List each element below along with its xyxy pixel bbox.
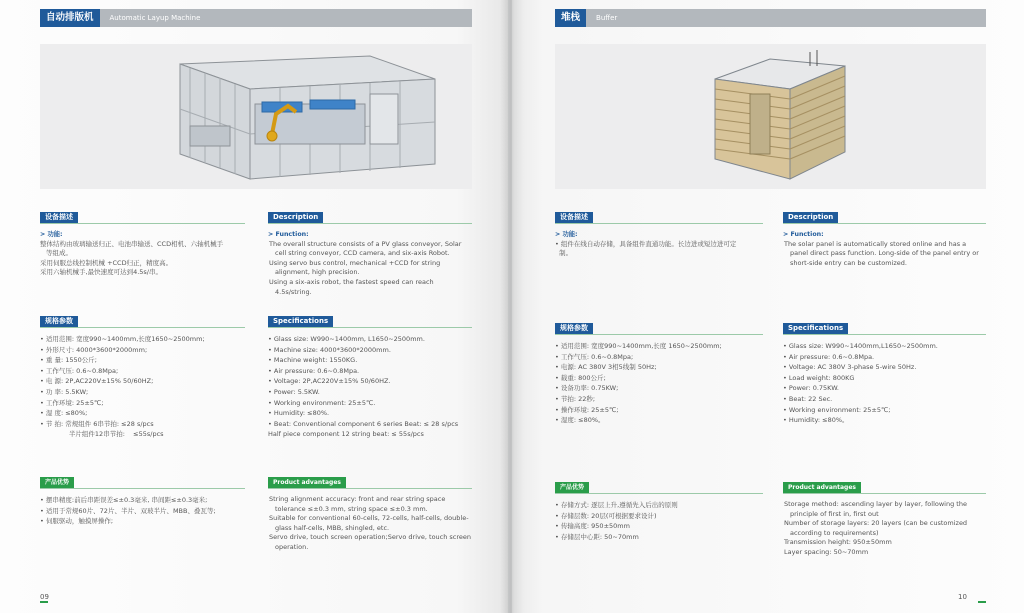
header-title: Automatic Layup Machine bbox=[100, 9, 472, 27]
section-header bbox=[40, 9, 472, 27]
divider bbox=[40, 223, 245, 224]
param-row: • 功 率: 5.5KW; bbox=[40, 387, 89, 396]
buffer-machine-illustration bbox=[555, 44, 986, 189]
section-tag: Product advantages bbox=[783, 482, 861, 493]
section-tag: Description bbox=[783, 212, 838, 223]
param-row: • 节 拍: 常规组件 6串节拍: ≤28 s/pcs bbox=[40, 419, 154, 428]
desc-line: 制。 bbox=[555, 249, 573, 258]
param-row: • 节拍: 22秒; bbox=[555, 394, 596, 403]
spec-row: • Machine size: 4000*3600*2000mm. bbox=[268, 345, 391, 354]
function-subheading: > 功能: bbox=[40, 231, 63, 238]
left-page bbox=[0, 0, 508, 613]
divider bbox=[40, 327, 245, 328]
param-row: • 外形尺寸: 4000*3600*2000mm; bbox=[40, 345, 148, 354]
machine-image bbox=[555, 44, 986, 189]
param-row: • 工作气压: 0.6~0.8Mpa; bbox=[555, 352, 634, 361]
param-row: • 湿 度: ≤80%; bbox=[40, 409, 88, 418]
advantage-bullet: Transmission height: 950±50mm bbox=[784, 538, 892, 547]
param-row: • 湿度: ≤80%。 bbox=[555, 416, 605, 425]
description-bullet: Using a six-axis robot, the fastest speed can reach 4.5s/string. bbox=[269, 277, 434, 296]
header-tag: 堆栈 bbox=[555, 9, 586, 27]
spec-row: • Glass size: W990~1400mm,L1650~2500mm. bbox=[783, 342, 938, 350]
header-title: Buffer bbox=[586, 9, 986, 27]
spec-row: • Voltage: AC 380V 3-phase 5-wire 50Hz. bbox=[783, 363, 917, 372]
param-row: • 设备功率: 0.75KW; bbox=[555, 384, 619, 393]
divider bbox=[783, 334, 986, 335]
section-tag: 产品优势 bbox=[555, 482, 589, 493]
spec-row: • Voltage: 2P,AC220V±15% 50/60HZ. bbox=[268, 377, 391, 386]
header-tag: 自动排版机 bbox=[40, 9, 100, 27]
param-row: • 适用范围: 宽度990~1400mm,长度1650~2500mm; bbox=[40, 335, 205, 343]
section-tag: 设备描述 bbox=[555, 212, 593, 223]
divider bbox=[783, 493, 986, 494]
section-tag: 规格参数 bbox=[40, 316, 78, 327]
desc-line: 采用六轴机械手,最快速度可达到4.5s/串。 bbox=[40, 268, 162, 277]
divider bbox=[555, 493, 763, 494]
spec-row: • Humidity: ≤80%. bbox=[268, 409, 330, 418]
layup-machine-illustration bbox=[40, 44, 472, 189]
equipment-description-cn bbox=[555, 212, 763, 259]
function-subheading: > 功能: bbox=[555, 231, 578, 238]
param-row: • 电源: AC 380V 3相5线制 50Hz; bbox=[555, 363, 657, 372]
divider bbox=[40, 488, 245, 489]
divider bbox=[268, 223, 472, 224]
page-marker bbox=[978, 601, 986, 603]
divider bbox=[555, 334, 763, 335]
section-tag: Specifications bbox=[268, 316, 333, 327]
description-en bbox=[783, 212, 986, 268]
param-row: • 电 源: 2P,AC220V±15% 50/60HZ; bbox=[40, 377, 154, 386]
advantage-row: • 传输高度: 950±50mm bbox=[555, 522, 630, 531]
advantage-bullet: String alignment accuracy: front and rear string space tolerance ≤±0.3 mm, string space ≤±0.3 mm. bbox=[269, 495, 446, 513]
param-row: • 操作环境: 25±5℃; bbox=[555, 405, 619, 414]
description-bullet: The solar panel is automatically stored online and has a panel direct pass function. Long-side of the panel entry or short-side entry can be customized. bbox=[784, 239, 979, 267]
divider bbox=[268, 327, 472, 328]
section-header bbox=[555, 9, 986, 27]
advantages-cn bbox=[555, 482, 763, 542]
advantage-row: • 存储层数: 20层(可根据要求设计) bbox=[555, 511, 657, 520]
advantage-row: • 适用于常规60片、72片、半片、双玻半片、MBB、叠瓦等; bbox=[40, 506, 216, 515]
spec-row: • Beat: 22 Sec. bbox=[783, 394, 833, 403]
advantage-bullet: Storage method: ascending layer by layer, following the principle of first in, first out bbox=[784, 500, 967, 518]
divider bbox=[268, 488, 472, 489]
spec-row: • Working environment: 25±5℃. bbox=[268, 398, 376, 407]
page-number: 10 bbox=[958, 593, 967, 601]
section-tag: 规格参数 bbox=[555, 323, 593, 334]
spec-row: Half piece component 12 string beat: ≤ 55s/pcs bbox=[268, 430, 424, 439]
specifications-en bbox=[268, 316, 472, 440]
spec-row: • Power: 5.5KW. bbox=[268, 387, 320, 396]
divider bbox=[783, 223, 986, 224]
section-tag: Description bbox=[268, 212, 323, 223]
description-bullet: Using servo bus control, mechanical +CCD for string alignment, high precision. bbox=[269, 258, 441, 277]
description-en bbox=[268, 212, 472, 297]
section-tag: 设备描述 bbox=[40, 212, 78, 223]
machine-image bbox=[40, 44, 472, 189]
specifications-cn bbox=[555, 323, 763, 426]
desc-line: • 组件在线自动存储，具备组件直通功能。长边进或短边进可定 bbox=[555, 239, 737, 248]
spec-row: • Working environment: 25±5℃; bbox=[783, 405, 891, 414]
description-bullet: The overall structure consists of a PV glass conveyor, Solar cell string conveyor, CCD camera, and six-axis Robot. bbox=[269, 239, 462, 258]
spec-row: • Air pressure: 0.6~0.8Mpa. bbox=[268, 366, 360, 375]
right-page bbox=[512, 0, 1024, 613]
function-subheading: > Function: bbox=[783, 231, 824, 238]
advantage-row: • 存储层中心距: 50~70mm bbox=[555, 532, 639, 541]
advantage-bullet: Number of storage layers: 20 layers (can be customized according to requirements) bbox=[784, 519, 968, 537]
advantage-bullet: Layer spacing: 50~70mm bbox=[784, 547, 869, 556]
section-tag: Product advantages bbox=[268, 477, 346, 488]
specifications-en bbox=[783, 323, 986, 426]
page-number: 09 bbox=[40, 593, 49, 601]
param-row: • 载重: 800公斤; bbox=[555, 373, 606, 382]
spec-row: • Glass size: W990~1400mm, L1650~2500mm. bbox=[268, 335, 425, 343]
param-row: 半片组件12串节拍: ≤55s/pcs bbox=[40, 430, 164, 439]
param-row: • 工作环境: 25±5℃; bbox=[40, 398, 104, 407]
advantage-row: • 摆串精度:前后串距误差≤±0.3毫米, 串间距≤±0.3毫米; bbox=[40, 496, 208, 504]
book-gutter bbox=[500, 0, 524, 613]
spec-row: • Air pressure: 0.6~0.8Mpa. bbox=[783, 352, 875, 361]
param-row: • 重 量: 1550公斤; bbox=[40, 356, 97, 365]
spec-row: • Machine weight: 1550KG. bbox=[268, 356, 358, 365]
advantage-bullet: Suitable for conventional 60-cells, 72-cells, half-cells, double-glass half-cells, MBB, shingled, etc. bbox=[269, 514, 469, 532]
spec-row: • Load weight: 800KG bbox=[783, 373, 855, 382]
param-row: • 工作气压: 0.6~0.8Mpa; bbox=[40, 366, 119, 375]
advantage-bullet: Servo drive, touch screen operation;Servo drive, touch screen operation. bbox=[269, 533, 472, 551]
spec-row: • Beat: Conventional component 6 series Beat: ≤ 28 s/pcs bbox=[268, 419, 459, 428]
section-tag: Specifications bbox=[783, 323, 848, 334]
desc-line: 整体结构由玻璃输送归正、电池串输送、CCD相机、六轴机械手 bbox=[40, 239, 224, 248]
advantage-row: • 存储方式: 逐层上升,遵循先入后出的原则 bbox=[555, 501, 678, 509]
section-tag: 产品优势 bbox=[40, 477, 74, 488]
function-subheading: > Function: bbox=[268, 231, 309, 238]
advantages-cn bbox=[40, 477, 245, 527]
param-row: • 适用范围: 宽度990~1400mm,长度 1650~2500mm; bbox=[555, 342, 722, 350]
divider bbox=[555, 223, 763, 224]
spec-row: • Power: 0.75KW. bbox=[783, 384, 839, 393]
specifications-cn bbox=[40, 316, 245, 440]
advantage-row: • 伺服驱动，触摸屏操作; bbox=[40, 517, 114, 526]
desc-line: 采用伺服总线控制机械 +CCD归正，精度高。 bbox=[40, 258, 173, 267]
spec-row: • Humidity: ≤80%。 bbox=[783, 416, 849, 425]
page-marker bbox=[40, 601, 48, 603]
desc-line: 等组成。 bbox=[46, 249, 72, 258]
equipment-description-cn bbox=[40, 212, 245, 278]
